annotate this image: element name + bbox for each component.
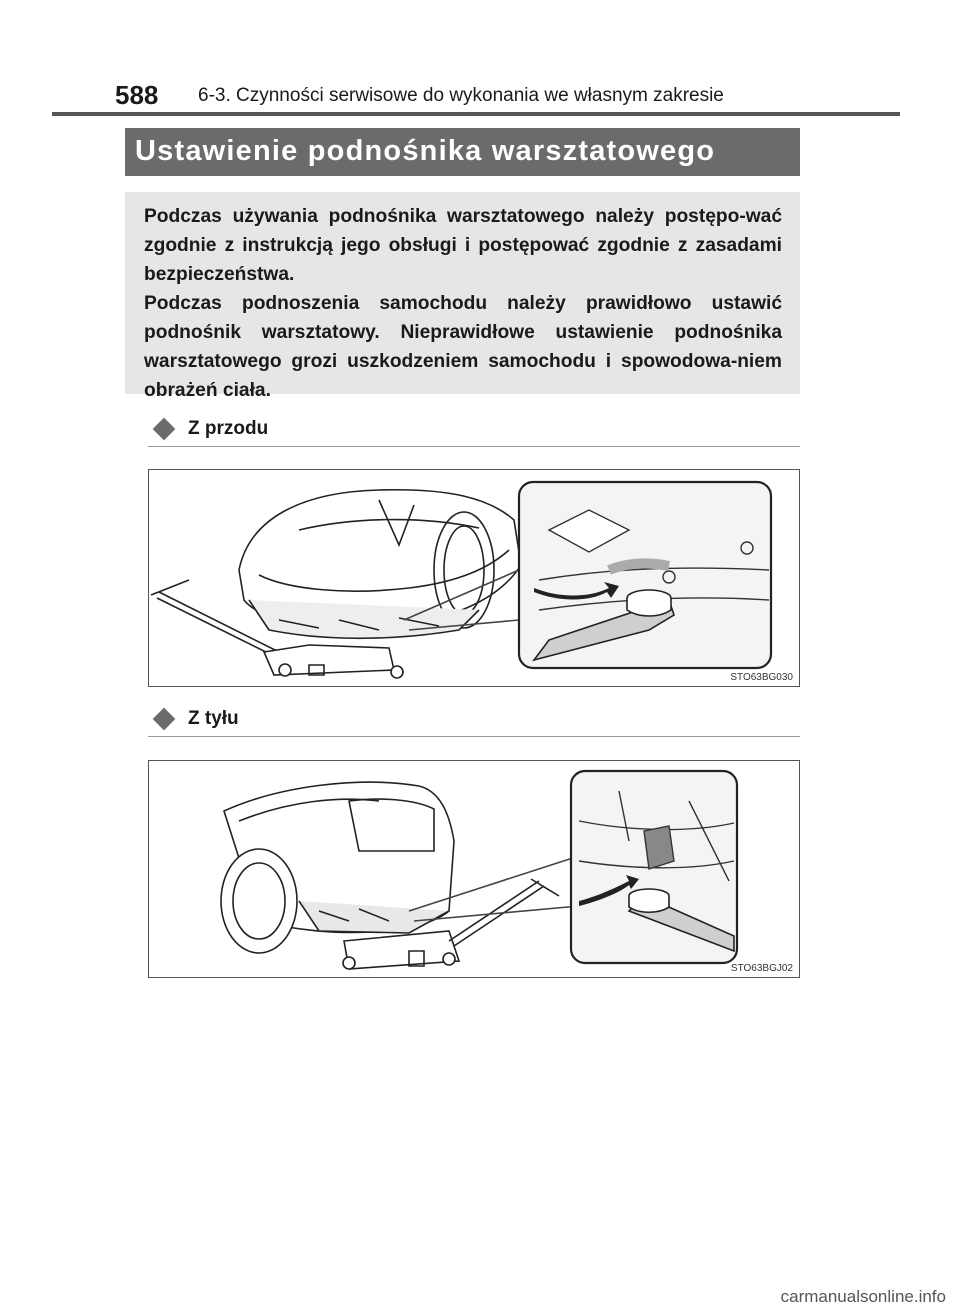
rear-heading-rule <box>148 736 800 737</box>
intro-paragraph-usage: Podczas używania podnośnika warsztatowego należy postępo-wać zgodnie z instrukcją jego obsługi i postępować zgodnie z zasadami bezpieczeństwa. <box>144 206 782 285</box>
header-divider <box>52 112 900 116</box>
front-figure-code: STO63BG030 <box>730 672 793 683</box>
front-jack-illustration <box>149 470 800 687</box>
page-number: 588 <box>115 80 159 110</box>
diamond-bullet-icon <box>153 418 176 441</box>
footer-watermark: carmanualsonline.info <box>780 1287 946 1306</box>
intro-box <box>125 192 800 401</box>
front-jack-figure <box>148 469 800 687</box>
intro-paragraph-warning: Podczas podnoszenia samochodu należy prawidłowo ustawić podnośnik warsztatowy. Nieprawidłowe ustawienie podnośnika warsztatowego grozi uszkodzeniem samochodu i spowodowa-niem obrażeń ciała. <box>144 293 782 401</box>
rear-jack-illustration <box>149 761 800 978</box>
rear-heading <box>148 708 800 738</box>
front-heading-label: Z przodu <box>188 418 269 439</box>
rear-heading-label: Z tyłu <box>188 708 239 729</box>
chapter-title: 6-3. Czynności serwisowe do wykonania we własnym zakresie <box>198 85 724 106</box>
section-title-bar <box>125 128 800 176</box>
front-heading <box>148 418 800 448</box>
rear-figure-code: STO63BGJ02 <box>730 963 793 974</box>
front-heading-rule <box>148 446 800 447</box>
diamond-bullet-icon <box>153 708 176 731</box>
section-title: Ustawienie podnośnika warsztatowego <box>135 135 716 167</box>
rear-jack-figure <box>148 760 800 978</box>
